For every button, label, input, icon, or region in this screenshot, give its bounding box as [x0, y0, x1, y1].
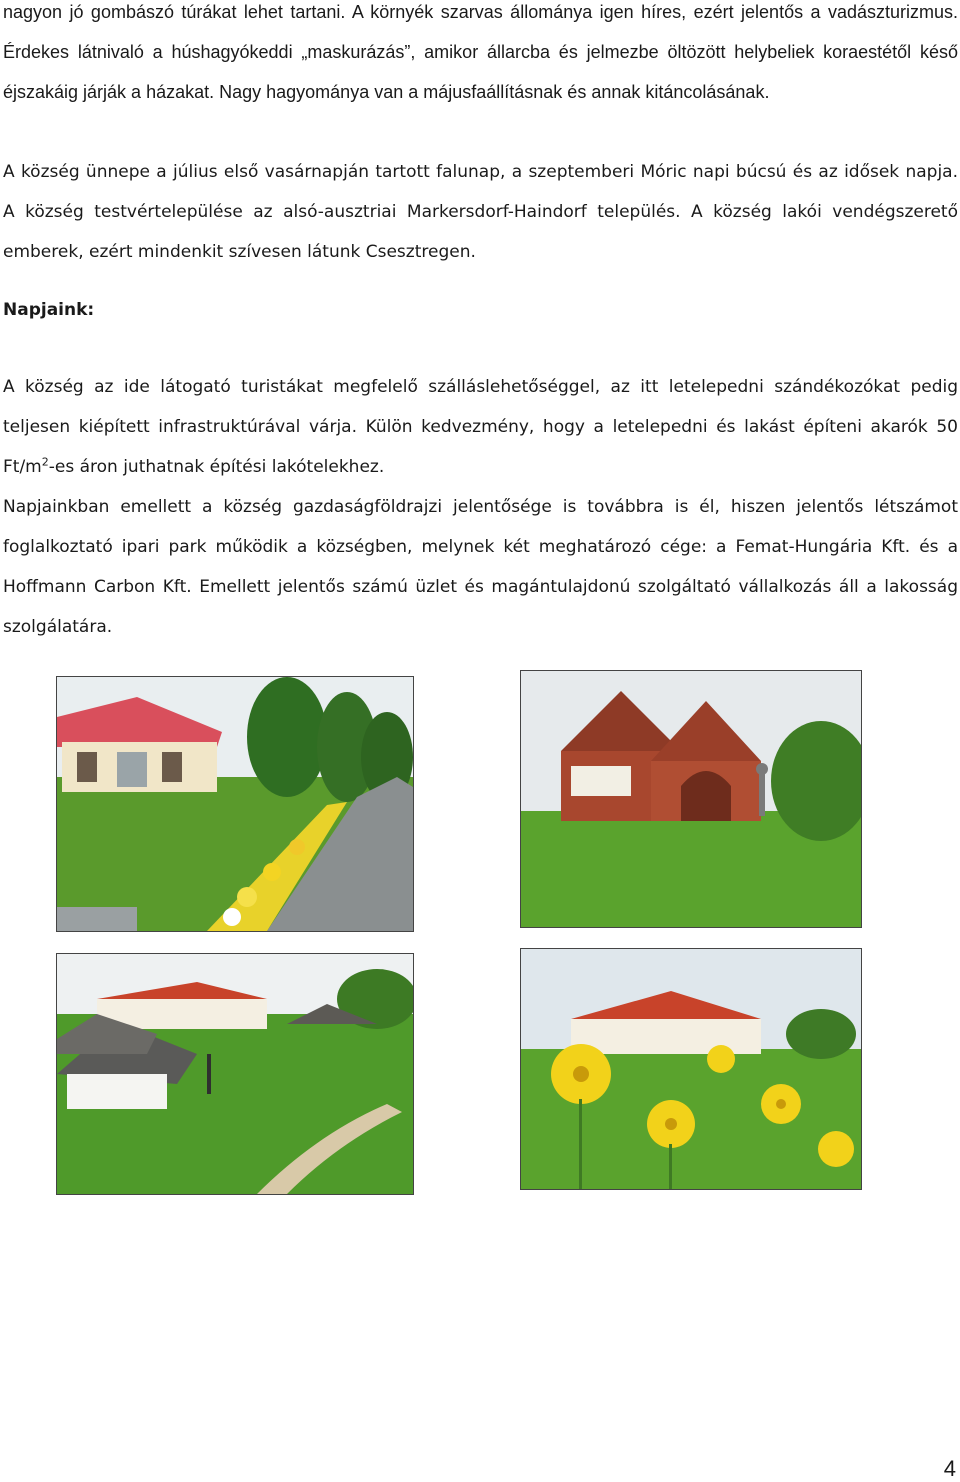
photo-yellow-flowers [520, 948, 862, 1190]
photo-house-road [56, 676, 414, 932]
intro-paragraph-2: A község ünnepe a július első vasárnapján tartott falunap, a szeptemberi Móric napi búcsú és az idősek napja. A község testvértelepülése az alsó-ausztriai Markersdorf-Haindorf település. A község lakói vendégszerető emberek, ezért mindenkit szívesen látunk Csesztregen. [3, 162, 958, 262]
today-paragraph-1-text: A község az ide látogató turistákat megfelelő szálláslehetőséggel, az itt letelepedni szándékozókat pedig teljesen kiépített infrastruktúrával várja. Külön kedvezmény, hogy a letelepedni és lakást építeni akarók 50 Ft/m [3, 377, 958, 477]
superscript: 2 [41, 455, 49, 469]
photo-thatched-houses [56, 953, 414, 1195]
today-paragraph-1-end: -es áron juthatnak építési lakótelekhez. [48, 457, 385, 477]
photo-brick-building [520, 670, 862, 928]
intro-paragraph-1: nagyon jó gombászó túrákat lehet tartani. A környék szarvas állománya igen híres, ezért jelentős a vadászturizmus. Érdekes látnivaló a húshagyókeddi „maskurázás”, amikor állarcba és jelmezbe öltözött helybeliek koraestétől késő éjszakáig járják a házakat. Nagy hagyománya van a májusfaállításnak és annak kitáncolásának. [3, 2, 958, 102]
today-paragraph-2: Napjainkban emellett a község gazdaságföldrajzi jelentősége is továbbra is él, hiszen jelentős létszámot foglalkoztató ipari park működik a községben, melynek két meghatározó cége: a Femat-Hungária Kft. és a Hoffmann Carbon Kft. Emellett jelentős számú üzlet és magántulajdonú szolgáltató vállalkozás áll a lakosság szolgálatára. [3, 497, 958, 637]
section-heading: Napjaink: [3, 300, 95, 320]
today-paragraph-1 [3, 367, 958, 487]
page-number: 4 [943, 1456, 956, 1481]
